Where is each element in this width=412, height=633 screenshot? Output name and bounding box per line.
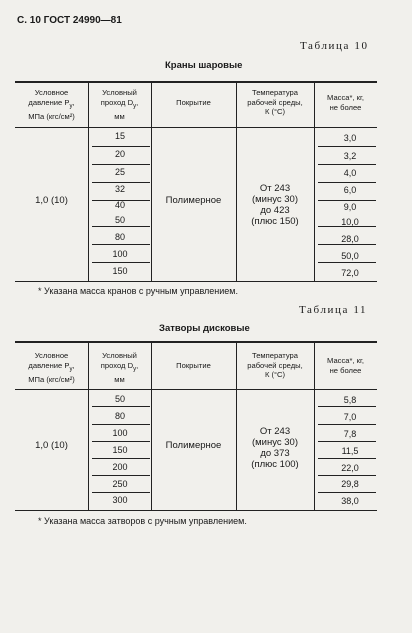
table-10-row-sep xyxy=(92,226,150,227)
page-header: С. 10 ГОСТ 24990—81 xyxy=(17,15,122,26)
table-11-temperature-value: От 243 (минус 30) до 373 (плюс 100) xyxy=(251,426,299,470)
table-11-row-sep xyxy=(318,475,376,476)
table-10-mass: 50,0 xyxy=(341,251,359,261)
table-11-row-sep xyxy=(92,406,150,407)
table-11-row-sep xyxy=(318,424,376,425)
table-11-row-sep xyxy=(92,441,150,442)
table-10-title: Краны шаровые xyxy=(165,60,243,71)
table-11-label: Таблица 11 xyxy=(299,304,368,316)
table-11-mass: 29,8 xyxy=(341,479,359,489)
table-10-divider xyxy=(151,82,152,281)
table-10-mass: 4,0 xyxy=(343,168,357,178)
table-10-footnote: * Указана масса кранов с ручным управлением. xyxy=(38,286,238,296)
table-10-mass: 9,0 xyxy=(343,202,357,212)
table-11-row-sep xyxy=(92,424,150,425)
table-11-mass: 22,0 xyxy=(341,463,359,473)
table-11-header-border xyxy=(15,389,377,390)
table-10-row-sep xyxy=(318,200,376,201)
table-10-col-bore: Условный проход $D_у$, мм xyxy=(100,88,139,121)
table-11-col-coating: Покрытие xyxy=(176,361,211,370)
table-11-bore: 250 xyxy=(112,479,128,489)
table-11-row-sep xyxy=(318,441,376,442)
table-10-mass: 3,2 xyxy=(343,151,357,161)
table-10-row-sep xyxy=(92,244,150,245)
table-11-mass: 7,8 xyxy=(343,429,357,439)
table-11-mass: 38,0 xyxy=(341,496,359,506)
table-11-bottom-border xyxy=(15,510,377,511)
table-11-coating-value: Полимерное xyxy=(165,440,222,451)
table-11-col-bore: Условный проход $D_у$, мм xyxy=(100,351,139,384)
table-11-bore: 100 xyxy=(112,428,128,438)
table-11-bore: 50 xyxy=(114,394,125,404)
table-10-bore: 25 xyxy=(114,167,125,177)
table-11-row-sep xyxy=(92,475,150,476)
table-11-bore: 300 xyxy=(112,495,128,505)
table-11-mass: 7,0 xyxy=(343,412,357,422)
table-10-bottom-border xyxy=(15,281,377,282)
table-11-bore: 200 xyxy=(112,462,128,472)
table-10-bore: 15 xyxy=(114,131,125,141)
table-10-row-sep xyxy=(92,146,150,147)
table-10-row-sep xyxy=(92,262,150,263)
table-10-mass: 28,0 xyxy=(341,234,359,244)
table-10-row-sep xyxy=(92,164,150,165)
table-10-coating-value: Полимерное xyxy=(165,195,222,206)
table-10-bore: 32 xyxy=(114,184,125,194)
table-10-temperature-value: От 243 (минус 30) до 423 (плюс 150) xyxy=(251,183,299,227)
table-10-row-sep xyxy=(318,262,376,263)
table-11-col-pressure: Условное давление $P_у$, МПа (кгс/см²) xyxy=(28,351,75,384)
table-11-row-sep xyxy=(92,492,150,493)
table-11-footnote: * Указана масса затворов с ручным управлением. xyxy=(38,516,247,526)
table-11-mass: 11,5 xyxy=(341,446,359,456)
table-11-mass: 5,8 xyxy=(343,395,357,405)
table-10-bore: 80 xyxy=(114,232,125,242)
table-10-row-sep xyxy=(318,164,376,165)
table-11-pressure-value: 1,0 (10) xyxy=(35,440,68,451)
table-11-col-temperature: Температура рабочей среды, К (°С) xyxy=(247,351,303,379)
table-11-title: Затворы дисковые xyxy=(159,323,250,334)
table-10-bore: 20 xyxy=(114,149,125,159)
table-11-top-border xyxy=(15,341,377,343)
table-10-header-border xyxy=(15,127,377,128)
table-10-bore: 40 xyxy=(114,200,125,210)
table-10-mass: 72,0 xyxy=(341,268,359,278)
table-10-bore: 100 xyxy=(112,249,128,259)
table-10-top-border xyxy=(15,81,377,83)
table-10-bore: 150 xyxy=(112,266,128,276)
table-11-row-sep xyxy=(318,406,376,407)
table-10-label: Таблица 10 xyxy=(300,40,369,52)
table-10-col-temperature: Температура рабочей среды, К (°С) xyxy=(247,88,303,116)
table-10-bore: 50 xyxy=(114,215,125,225)
table-11-col-mass: Масса*, кг, не более xyxy=(327,356,364,375)
table-10-mass: 10,0 xyxy=(341,217,359,227)
table-10-mass: 3,0 xyxy=(343,133,357,143)
table-10-col-pressure: Условное давление $P_у$, МПа (кгс/см²) xyxy=(28,88,75,121)
table-11-bore: 80 xyxy=(114,411,125,421)
table-10-pressure-value: 1,0 (10) xyxy=(35,195,68,206)
table-11-row-sep xyxy=(318,458,376,459)
table-10-col-coating: Покрытие xyxy=(176,98,211,107)
table-10-row-sep xyxy=(92,182,150,183)
table-10-mass: 6,0 xyxy=(343,185,357,195)
table-11-row-sep xyxy=(318,492,376,493)
table-10-col-mass: Масса*, кг, не более xyxy=(327,93,364,112)
table-10-row-sep xyxy=(318,182,376,183)
table-10-row-sep xyxy=(318,244,376,245)
table-11-row-sep xyxy=(92,458,150,459)
table-11-bore: 150 xyxy=(112,445,128,455)
table-10-row-sep xyxy=(318,146,376,147)
